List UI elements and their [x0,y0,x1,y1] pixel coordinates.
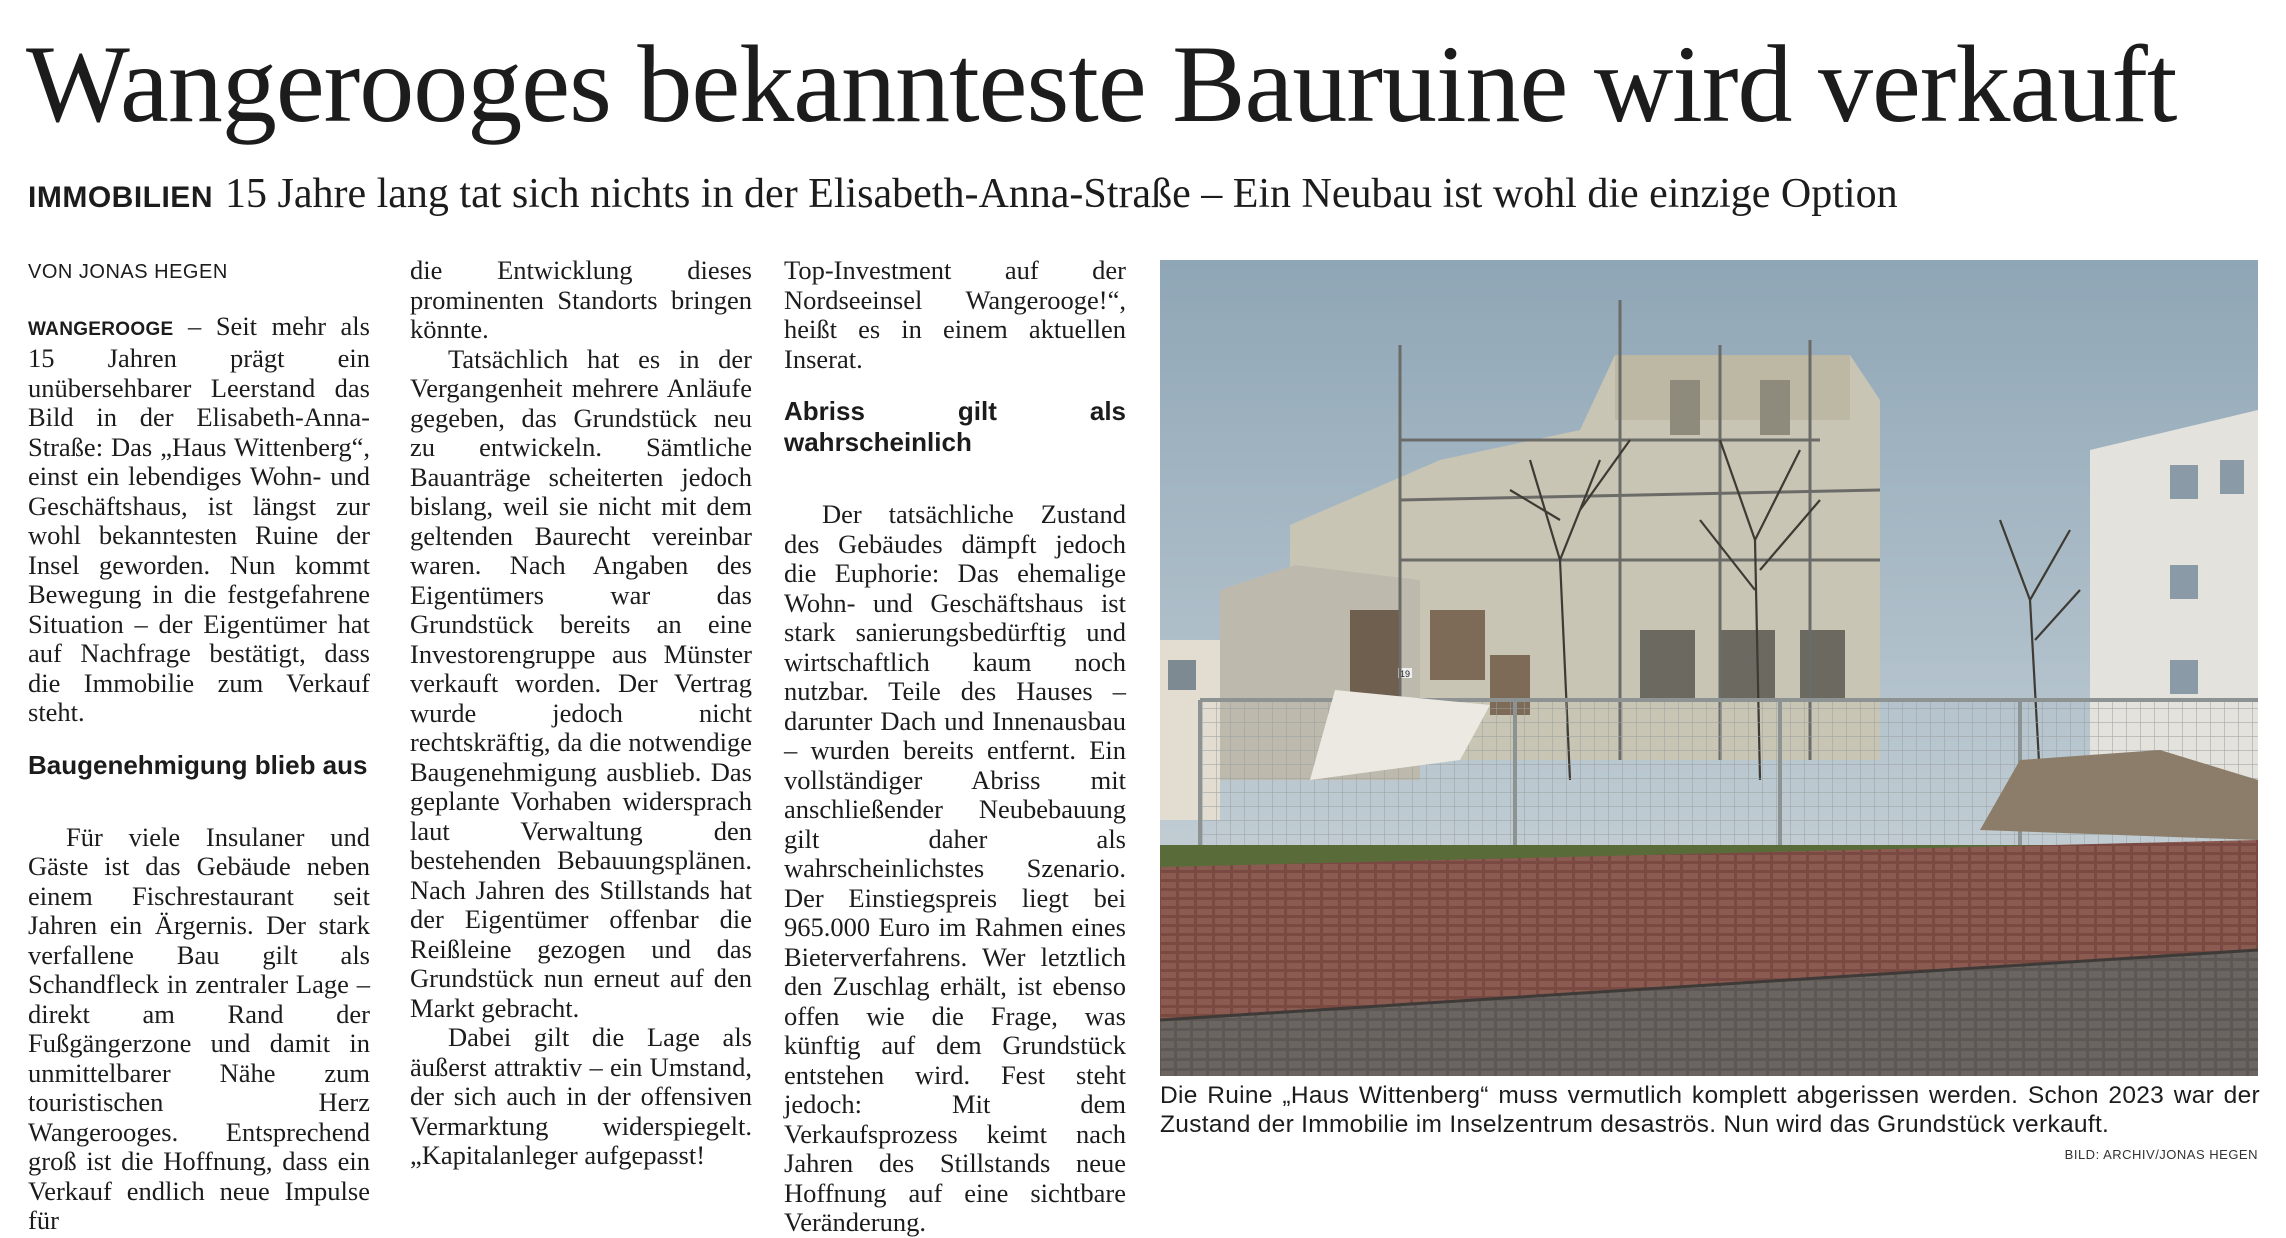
article-column-1 [28,256,370,1236]
paragraph: die Entwicklung dieses prominenten Standorts bringen könnte. [410,255,752,344]
lead-paragraph [28,312,370,728]
ruin-photo [1160,260,2258,1076]
crosshead-baugenehmigung: Baugenehmigung blieb aus [28,749,368,780]
photo-caption: Die Ruine „Haus Wittenberg“ muss vermutlich komplett abgerissen werden. Schon 2023 war der Zustand der Immobilie im Inselzentrum desaströs. Nun wird das Grundstück verkauft. [1160,1082,2260,1138]
paragraph: Top-Investment auf der Nordseeinsel Wangerooge!“, heißt es in einem aktuellen Inserat. [784,255,1126,374]
article-column-2 [410,256,752,1171]
lead-text: – Seit mehr als 15 Jahren prägt ein unübersehbarer Leerstand das Bild in der Elisabeth-Anna-Straße: Das „Haus Wittenberg“, einst ein lebendiges Wohn- und Geschäftshaus, ist längst zur wohl bekanntesten Ruine der Insel geworden. Nun kommt Bewegung in die festgefahrene Situation – der Eigentümer hat auf Nachfrage bestätigt, dass die Immobilie zum Verkauf steht. [28,310,370,727]
headline: Wangerooges bekannteste Bauruine wird verkauft [26,23,2177,145]
photo-credit: BILD: ARCHIV/JONAS HEGEN [2064,1147,2258,1162]
dateline: WANGEROOGE [28,318,174,340]
article-column-3 [784,256,1126,1238]
article-photo [1160,260,2258,1076]
paragraph: Dabei gilt die Lage als äußerst attraktiv – ein Umstand, der sich auch in der offensiven Vermarktung widerspiegelt. „Kapitalanleger aufgepasst! [410,1022,752,1170]
subheadline: 15 Jahre lang tat sich nichts in der Elisabeth-Anna-Straße – Ein Neubau ist wohl die einzige Option [225,171,1898,217]
byline: VON JONAS HEGEN [28,261,228,283]
crosshead-abriss: Abriss gilt als wahrscheinlich [784,396,1126,457]
paragraph: Tatsächlich hat es in der Vergangenheit mehrere Anläufe gegeben, das Grundstück neu zu entwickeln. Sämtliche Bauanträge scheiterten jedoch bislang, weil sie nicht mit dem geltenden Baurecht vereinbar waren. Nach Angaben des Eigentümers war das Grundstück bereits an eine Investorengruppe aus Münster verkauft worden. Der Vertrag wurde jedoch nicht rechtskräftig, da die notwendige Baugenehmigung ausblieb. Das geplante Vorhaben widersprach laut Verwaltung den bestehenden Bebauungsplänen. Nach Jahren des Stillstands hat der Eigentümer offenbar die Reißleine gezogen und das Grundstück nun erneut auf den Markt gebracht. [410,343,752,1023]
house-number-sign: 19 [1399,669,1411,679]
subheadline-row [28,168,2268,224]
kicker: IMMOBILIEN [28,181,213,214]
paragraph: Der tatsächliche Zustand des Gebäudes dämpft jedoch die Euphorie: Das ehemalige Wohn- und Geschäftshaus ist stark sanierungsbedürftig und wirtschaftlich kaum noch nutzbar. Teile des Hauses – darunter Dach und Innenausbau – wurden bereits entfernt. Ein vollständiger Abriss mit anschließender Neubebauung gilt daher als wahrscheinlichstes Szenario. Der Einstiegspreis liegt bei 965.000 Euro im Rahmen eines Bieterverfahrens. Wer letztlich den Zuschlag erhält, ist ebenso offen wie die Frage, was künftig auf dem Grundstück entstehen wird. Fest steht jedoch: Mit dem Verkaufsprozess keimt nach Jahren des Stillstands neue Hoffnung auf eine sichtbare Veränderung. [784,499,1126,1237]
paragraph: Für viele Insulaner und Gäste ist das Gebäude neben einem Fischrestaurant seit Jahren ein Ärgernis. Der stark verfallene Bau gilt als Schandfleck in zentraler Lage – direkt am Rand der Fußgängerzone und damit in unmittelbarer Nähe zum touristischen Herz Wangerooges. Entsprechend groß ist die Hoffnung, dass ein Verkauf endlich neue Impulse für [28,821,370,1235]
